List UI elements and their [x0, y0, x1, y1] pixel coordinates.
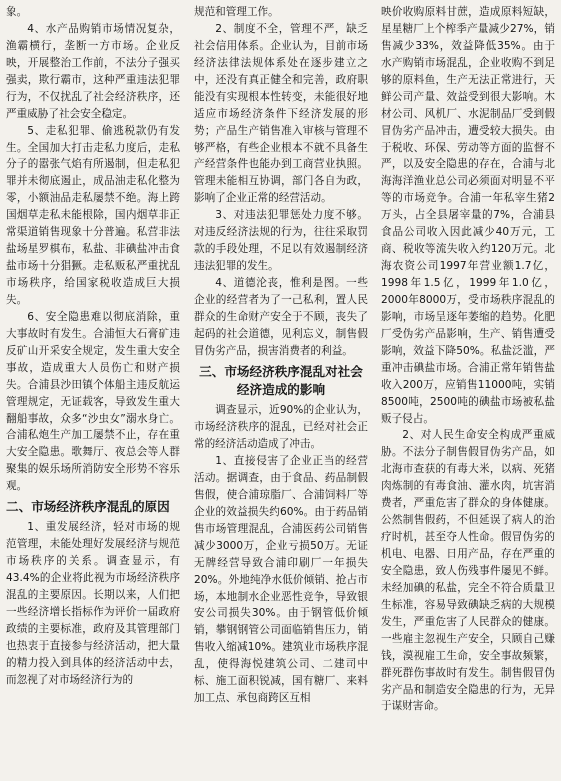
- paragraph: 5、走私犯罪、偷逃税款仍有发生。全国加大打击走私力度后，走私分子的嚣张气焰有所遏制，但走私犯罪并未彻底遏止，成品油走私化整为零，小额油品走私屡禁不绝。海上跨国烟草走私未能根除，国内烟草非正常渠道销售现象十分普遍。私营非法盐场星罗棋布，私盐、非碘盐冲击食盐市场十分猖獗。走私贩私严重扰乱市场秩序，给国家税收造成巨大损失。: [6, 124, 180, 306]
- paragraph: 4、道德沦丧，惟利是图。一些企业的经营者为了一己私利，置人民群众的生命财产安全于不顾，丧失了起码的社会道德，见利忘义，制售假冒伪劣产品，损害消费者的利益。: [194, 277, 368, 357]
- paragraph: 6、安全隐患难以彻底消除，重大事故时有发生。合浦恒大石膏矿违反矿山开采安全规定，发生重大安全事故，造成重大人员伤亡和财产损失。合浦县沙田镇个体船主违反航运管理规定，无证载客，导致发生重大翻船事故，众多“沙虫女”溺水身亡。合浦私炮生产加工屡禁不止，存在重大安全隐患。歌舞厅、夜总会等人群聚集的娱乐场所消防安全形势不容乐观。: [6, 310, 180, 493]
- paragraph: 1、直接侵害了企业正当的经营活动。据调查，由于食品、药品制假售假，使合浦琼脂厂、合浦饲料厂等企业的效益损失约60%。由于药品销售市场管理混乱，合浦医药公司销售减少3000万，企业亏损50万。无证无牌经营导致合浦印刷厂一年损失20%。外地纯净水低价倾销、抢占市场，本地制水企业恶性竞争，导致银安公司损失30%。由于钢管低价倾销，攀钢钢管公司面临销售压力，销售收入缩减10%。建筑业市场秩序混乱，使得海悦建筑公司、二建司中标、施工面积锐减，国有糖厂、来料加工点、承包商跨区互相: [194, 455, 368, 705]
- paragraph: 规范和管理工作。: [194, 6, 279, 18]
- paragraph: 4、水产品购销市场情况复杂，渔霸横行，垄断一方市场。企业反映，开展整治工作前，不法分子强买强卖，欺行霸市，这种严重违法犯罪行为，不仅扰乱了社会经济秩序，还严重威胁了社会安全稳定。: [6, 22, 180, 120]
- paragraph: 象。: [6, 6, 28, 18]
- column-2: [194, 4, 368, 777]
- paragraph: 2、对人民生命安全构成严重威胁。不法分子制售假冒伪劣产品，如北海市查获的有毒大米，以病、死猪肉炼制的有毒食油、灌水肉，坑害消费者，严重危害了群众的身体健康。公然制售假药，不但延误了病人的治疗时机，甚至夺人性命。假冒伪劣的机电、电器、日用产品，存在严重的安全隐患，致人伤残事件屡见不鲜。未经加碘的私盐，完全不符合质量卫生标准，容易导致碘缺乏病的大规模发生，严重危害了人民群众的健康。一些雇主忽视生产安全，只顾自己赚钱，漠视雇工生命，安全事故频繁，群死群伤事故时有发生。制售假冒伪劣产品和制造安全隐患的行为，无异于谋财害命。: [381, 429, 555, 713]
- section-heading: 二、市场经济秩序混乱的原因: [6, 499, 170, 515]
- section-heading: 三、市场经济秩序混乱对社会经济造成的影响: [199, 363, 363, 397]
- column-3: [381, 4, 555, 777]
- paragraph: 调查显示，近90%的企业认为，市场经济秩序的混乱，已经对社会正常的经济活动造成了冲击。: [194, 404, 368, 451]
- column-1: [6, 4, 180, 777]
- paragraph: 3、对违法犯罪惩处力度不够。对违反经济法规的行为，往往采取罚款的手段处理，不足以有效遏制经济违法犯罪的发生。: [194, 209, 368, 273]
- paragraph: 映价收购原料甘蔗，造成原料短缺，星星糖厂上个榨季产量减少27%，销售减少33%，效益降低35%。由于水产购销市场混乱，企业收购不到足够的原料鱼，生产无法正常进行，天鲜公司产量、效益受到很大影响。木材公司、风机厂、水泥制品厂受到假冒伪劣产品冲击，遭受较大损失。由于税收、环保、劳动等方面的监督不严，以及安全隐患的存在，合浦与北海海洋渔业总公司必须面对明显不平等的市场竞争。合浦一年私宰生猪2万头，占全县屠宰量的7%，合浦县食品公司收入因此减少40万元，工商、税收等流失收入约120万元。北海农资公司1997年营业额1.7亿，1998年1.5亿，1999年1.0亿，2000年8000万，受市场秩序混乱的影响，市场呈逐年萎缩的趋势。化肥厂受伪劣产品影响，生产、销售遭受影响，效益下降50%。私盐泛滥，严重冲击碘盐市场。合浦正常年销售盐收入200万，应销售11000吨，实销8500吨，2500吨的碘盐市场被私盐贩子侵占。: [381, 6, 555, 425]
- paragraph: 1、重发展经济，轻对市场的规范管理，未能处理好发展经济与规范市场秩序的关系。调查显示，有43.4%的企业将此视为市场经济秩序混乱的主要原因。长期以来，人们把一些经济增长指标作为评价一届政府政绩的主要标准，政府及其管理部门也热衷于直接参与经济活动，把大量的精力投入到具体的经济活动中去，而忽视了对市场经济行为的: [6, 521, 180, 686]
- paragraph: 2、制度不全，管理不严，缺乏社会信用体系。企业认为，目前市场经济法律法规体系处在逐步建立之中，还没有真正健全和完善，政府职能没有实现根本性转变，未能很好地适应市场经济条件下经济发展的形势；产品生产销售准入审核与管理不够严格，有些企业根本不就不具备生产经营条件也能办到工商营业执照。管理未能相互协调，部门各自为政，影响了企业正常的经营活动。: [194, 22, 368, 205]
